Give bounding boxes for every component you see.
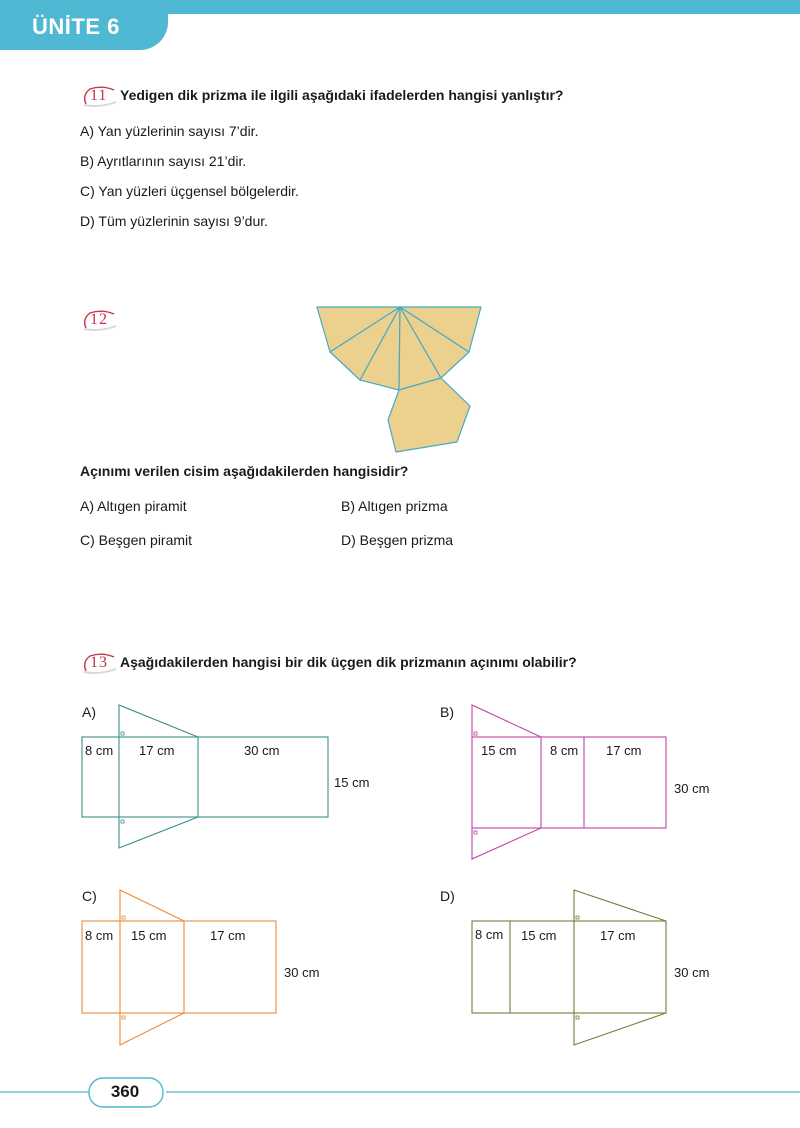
- c-label-15cm: 15 cm: [131, 928, 167, 943]
- q13-option-d-net[interactable]: [470, 885, 720, 1049]
- q13-option-a-letter[interactable]: A): [82, 704, 96, 720]
- q13-option-c-net[interactable]: [80, 885, 330, 1049]
- q13-option-d-letter[interactable]: D): [440, 888, 455, 904]
- d-label-15cm: 15 cm: [521, 928, 557, 943]
- q13-option-b-net[interactable]: [470, 700, 720, 864]
- q11-option-b[interactable]: B) Ayrıtlarının sayısı 21’dir.: [80, 153, 247, 169]
- d-label-8cm: 8 cm: [475, 927, 504, 942]
- q13-option-b-letter[interactable]: B): [440, 704, 454, 720]
- b-label-30cm: 30 cm: [674, 781, 710, 796]
- a-label-17cm: 17 cm: [139, 743, 175, 758]
- q13-option-a-net[interactable]: [80, 700, 370, 852]
- q11-option-c[interactable]: C) Yan yüzleri üçgensel bölgelerdir.: [80, 183, 299, 199]
- question-number-13: 13: [80, 652, 118, 674]
- net-hexagon-base: [388, 378, 470, 452]
- q12-option-d[interactable]: D) Beşgen prizma: [341, 532, 454, 548]
- page-number: 360: [88, 1077, 166, 1109]
- b-label-8cm: 8 cm: [550, 743, 579, 758]
- a-label-15cm: 15 cm: [334, 775, 370, 790]
- c-label-8cm: 8 cm: [85, 928, 114, 943]
- question-13-text: Aşağıdakilerden hangisi bir dik üçgen dik prizmanın açınımı olabilir?: [120, 654, 577, 670]
- question-number-11: 11: [80, 85, 118, 107]
- a-label-30cm: 30 cm: [244, 743, 280, 758]
- b-label-15cm: 15 cm: [481, 743, 517, 758]
- a-label-8cm: 8 cm: [85, 743, 114, 758]
- question-number-12: 12: [80, 309, 118, 331]
- d-label-30cm: 30 cm: [674, 965, 710, 980]
- q12-option-c[interactable]: C) Beşgen piramit: [80, 532, 193, 548]
- pyramid-net-figure: [310, 300, 490, 460]
- q12-option-a[interactable]: A) Altıgen piramit: [80, 498, 187, 514]
- unit-label: ÜNİTE 6: [32, 14, 120, 39]
- b-label-17cm: 17 cm: [606, 743, 642, 758]
- question-12-text: Açınımı verilen cisim aşağıdakilerden hangisidir?: [80, 463, 409, 479]
- q11-option-a[interactable]: A) Yan yüzlerinin sayısı 7’dir.: [80, 123, 259, 139]
- q12-option-b[interactable]: B) Altıgen prizma: [341, 498, 448, 514]
- c-label-17cm: 17 cm: [210, 928, 246, 943]
- d-label-17cm: 17 cm: [600, 928, 636, 943]
- q13-option-c-letter[interactable]: C): [82, 888, 97, 904]
- unit-tab: [0, 0, 168, 50]
- q11-option-d[interactable]: D) Tüm yüzlerinin sayısı 9’dur.: [80, 213, 269, 229]
- c-label-30cm: 30 cm: [284, 965, 320, 980]
- question-11-text: Yedigen dik prizma ile ilgili aşağıdaki ifadelerden hangisi yanlıştır?: [120, 87, 564, 103]
